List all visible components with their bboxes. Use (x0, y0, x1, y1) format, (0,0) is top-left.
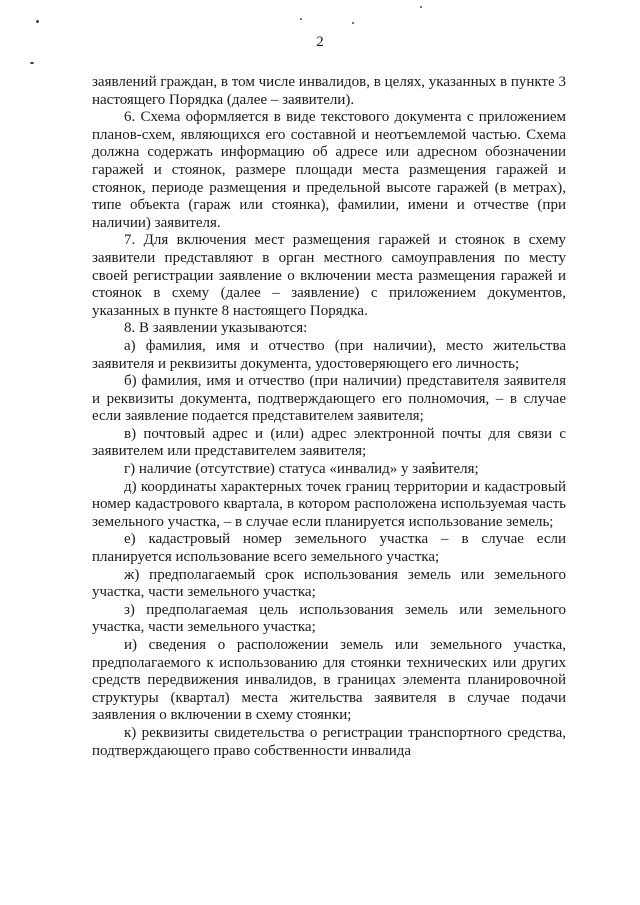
scan-speck (300, 18, 302, 20)
paragraph-7: 7. Для включения мест размещения гаражей и стоянок в схему заявители представляют в орган местного самоуправления по месту своей регистрации заявление о включении места размещения гаражей и стоянок в схему (далее – заявление) с приложением документов, указанных в пункте 8 настоящего Порядка. (92, 232, 566, 319)
page-number: 2 (316, 34, 324, 50)
scan-speck (420, 6, 422, 8)
list-item-i: и) сведения о расположении земель или земельного участка, предполагаемого к использованию для стоянки технических или других средств передвижения инвалидов, в границах элемента планировочной структуры (квартал) места жительства заявителя в случае подачи заявления о включении в схему стоянки; (92, 637, 566, 724)
list-item-e: е) кадастровый номер земельного участка – в случае если планируется использование всего земельного участка; (92, 531, 566, 566)
list-item-k: к) реквизиты свидетельства о регистрации транспортного средства, подтверждающего право собственности инвалида (92, 724, 566, 759)
scan-speck (36, 20, 39, 23)
list-item-g: г) наличие (отсутствие) статуса «инвалид» у заявителя; (124, 461, 479, 478)
scan-speck (352, 22, 354, 24)
list-item-b: б) фамилия, имя и отчество (при наличии) представителя заявителя и реквизиты документа, подтверждающего его полномочия, – в случае если заявление подается представителем заявителя; (92, 373, 566, 425)
list-item-v: в) почтовый адрес и (или) адрес электронной почты для связи с заявителем или представителем заявителя; (92, 425, 566, 460)
document-body (92, 74, 566, 760)
list-item-z: з) предполагаемая цель использования земель или земельного участка, части земельного участка; (92, 601, 566, 636)
list-item-zh: ж) предполагаемый срок использования земель или земельного участка, части земельного участка; (92, 566, 566, 601)
paragraph-8: 8. В заявлении указываются: (124, 320, 308, 337)
scan-speck (30, 62, 34, 64)
paragraph-6: 6. Схема оформляется в виде текстового документа с приложением планов-схем, являющихся его составной и неотъемлемой частью. Схема должна содержать информацию об адресе или адресном обозначении гаражей и стоянок, размере площади места размещения гаражей и стоянок, периоде размещения и предельной высоте гаражей (в метрах), типе объекта (гараж или стоянка), фамилии, имени и отчестве (при наличии) заявителя. (92, 109, 566, 231)
list-item-a: а) фамилия, имя и отчество (при наличии), место жительства заявителя и реквизиты документа, удостоверяющего его личность; (92, 337, 566, 372)
list-item-d: д) координаты характерных точек границ территории и кадастровый номер кадастрового квартала, в котором расположена используемая часть земельного участка, – в случае если планируется использование земель; (92, 478, 566, 530)
paragraph-continuation: заявлений граждан, в том числе инвалидов, в целях, указанных в пункте 3 настоящего Порядка (далее – заявители). (92, 74, 566, 108)
